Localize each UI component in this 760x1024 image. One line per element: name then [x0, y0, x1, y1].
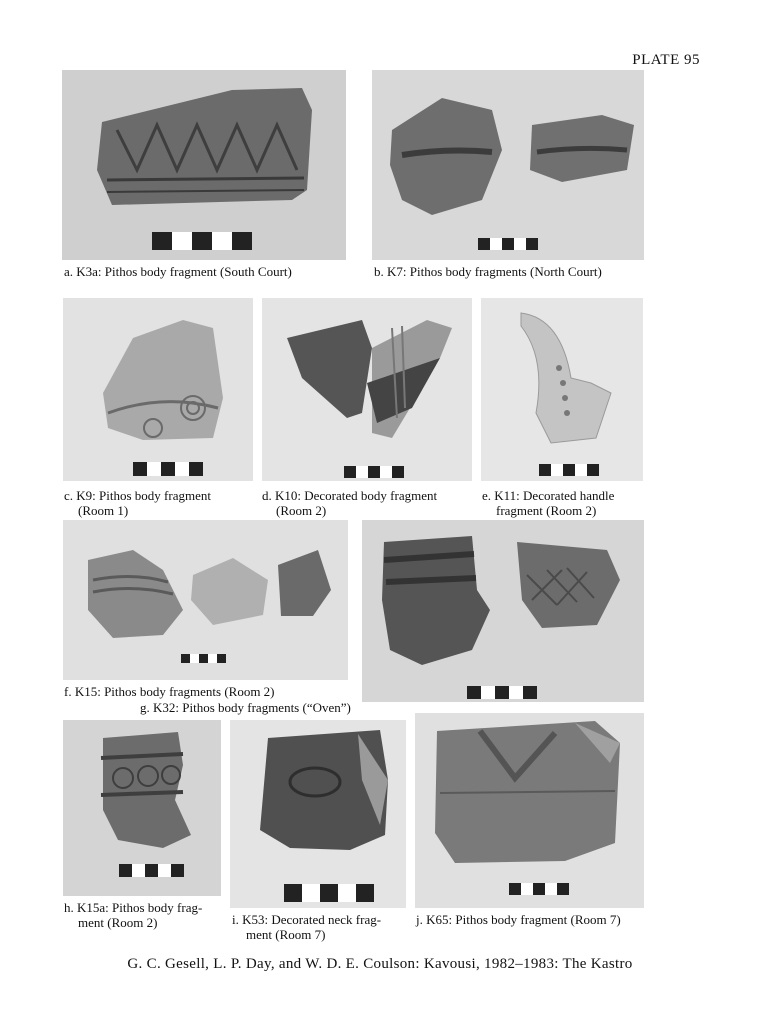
caption-a: a. K3a: Pithos body fragment (South Court) — [64, 264, 292, 279]
caption-e: e. K11: Decorated handle fragment (Room 2) — [482, 488, 615, 518]
decorated-neck-fragment-image — [230, 720, 406, 908]
photo-j — [415, 713, 644, 908]
pithos-fragments-image — [372, 70, 644, 260]
pithos-fragment-image — [63, 720, 221, 896]
photo-g — [362, 520, 644, 702]
photo-i — [230, 720, 406, 908]
decorated-handle-fragment-image — [481, 298, 643, 481]
photo-b — [372, 70, 644, 260]
caption-i: i. K53: Decorated neck frag- ment (Room 7) — [232, 912, 382, 942]
caption-b: b. K7: Pithos body fragments (North Court) — [374, 264, 602, 279]
photo-c — [63, 298, 253, 481]
photo-d — [262, 298, 472, 481]
caption-f: f. K15: Pithos body fragments (Room 2) — [64, 684, 275, 699]
pithos-fragments-image — [362, 520, 644, 702]
caption-j: j. K65: Pithos body fragment (Room 7) — [416, 912, 621, 927]
caption-d: d. K10: Decorated body fragment (Room 2) — [262, 488, 438, 518]
plate-number: PLATE 95 — [632, 52, 700, 68]
photo-e — [481, 298, 643, 481]
photo-a — [62, 70, 346, 260]
pithos-fragment-image — [63, 298, 253, 481]
photo-f — [63, 520, 348, 680]
pithos-fragment-image — [415, 713, 644, 908]
pithos-fragment-image — [62, 70, 346, 260]
caption-g: g. K32: Pithos body fragments (“Oven”) — [140, 700, 351, 715]
pithos-fragments-image — [63, 520, 348, 680]
page-footer: G. C. Gesell, L. P. Day, and W. D. E. Coulson: Kavousi, 1982–1983: The Kastro — [127, 956, 633, 972]
caption-h: h. K15a: Pithos body frag- ment (Room 2) — [64, 900, 203, 930]
decorated-body-fragment-image — [262, 298, 472, 481]
photo-h — [63, 720, 221, 896]
caption-c: c. K9: Pithos body fragment (Room 1) — [64, 488, 211, 518]
